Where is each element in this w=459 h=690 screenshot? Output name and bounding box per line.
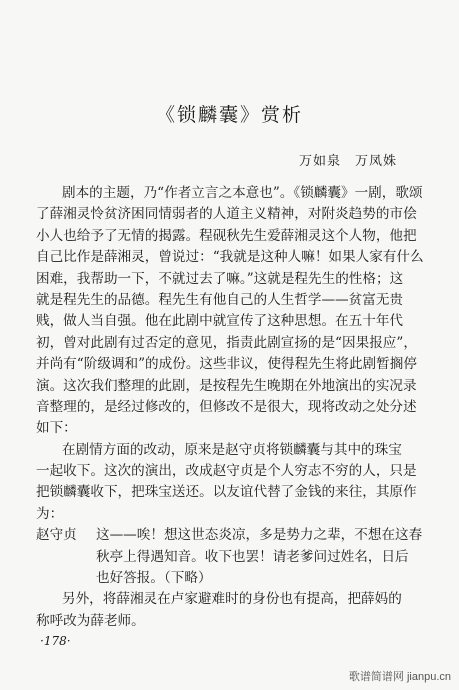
text-line: 初，曾对此剧有过否定的意见，指责此剧宣扬的是“因果报应”， [36, 334, 417, 351]
text-line: 困难，我帮助一下，不就过去了嘛。”这就是程先生的性格；这 [36, 270, 404, 287]
speech-line: 也好答报。（下略） [96, 570, 212, 587]
text-line: 如下： [36, 420, 77, 437]
text-line: 剧本的主题，乃“作者立言之本意也”。《锁麟囊》一剧，歌颂 [62, 185, 423, 201]
article-title: 《锁麟囊》赏析 [155, 104, 303, 126]
text-line: 了薛湘灵怜贫济困同情弱者的人道主义精神，对附炎趋势的市侩 [36, 206, 417, 223]
text-line: 音整理的，是经过修改的，但修改不是很大，现将改动之处分述 [36, 398, 417, 415]
text-line: 另外，将薛湘灵在卢家避难时的身份也有提高，把薛妈的 [62, 591, 402, 608]
text-line: 并尚有“阶级调和”的成份。这些非议，使得程先生将此剧暂搁停 [36, 356, 417, 373]
text-line: 贱，做人当自强。他在此剧中就宣传了这种思想。在五十年代 [36, 313, 404, 330]
text-line: 演。这次我们整理的此剧，是按程先生晚期在外地演出的实况录 [36, 377, 417, 394]
text-line: 小人也给予了无情的揭露。程砚秋先生爱薛湘灵这个人物，他把 [36, 227, 417, 244]
article-authors: 万如泉 万凤姝 [298, 154, 397, 169]
speech-line: 秋亭上得遇知音。收下也罢！请老爹问过姓名，日后 [96, 548, 409, 565]
article-body [36, 183, 428, 632]
text-line: 把锁麟囊收下，把珠宝送还。以友谊代替了金钱的来往，其原作 [36, 484, 417, 501]
speaker-name: 赵守贞 [36, 527, 77, 544]
speech-block [36, 525, 428, 546]
page-number: ·178· [40, 634, 71, 648]
text-line: 一起收下。这次的演出，改成赵守贞是个人穷志不穷的人，只是 [36, 463, 417, 480]
text-line: 在剧情方面的改动，原来是赵守贞将锁麟囊与其中的珠宝 [62, 441, 402, 458]
text-line: 为： [36, 505, 64, 522]
text-line: 称呼改为薛老师。 [36, 612, 145, 629]
text-line: 就是程先生的品德。程先生有他自己的人生哲学——贫富无贵 [36, 291, 404, 308]
watermark-text: 歌谱简谱网 jianpu.cn [348, 671, 451, 683]
speech-line: 这——唉！想这世态炎凉，多是势力之辈，不想在这春 [96, 527, 423, 544]
text-line: 自己比作是薛湘灵，曾说过：“我就是这种人嘛！如果人家有什么 [36, 249, 424, 266]
